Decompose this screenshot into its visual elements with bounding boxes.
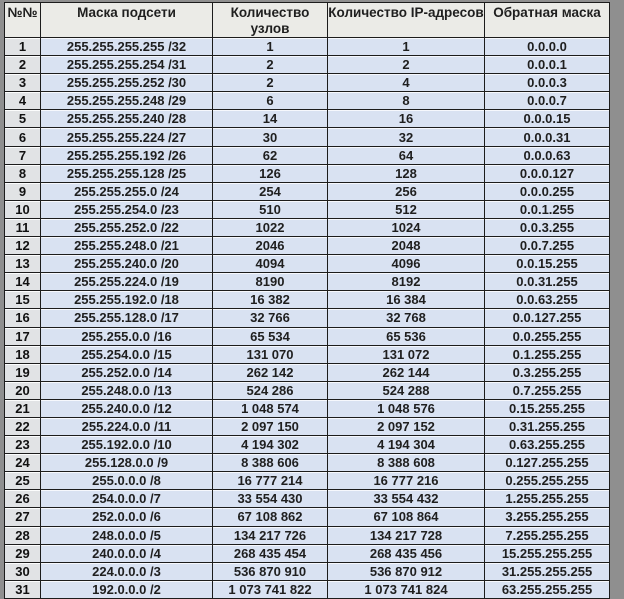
cell-row-number: 22	[5, 417, 41, 435]
cell-host-count: 62	[213, 146, 328, 164]
table-row	[5, 381, 610, 399]
cell-subnet-mask: 254.0.0.0 /7	[41, 490, 213, 508]
header-row	[5, 3, 610, 38]
cell-subnet-mask: 255.255.192.0 /18	[41, 291, 213, 309]
cell-subnet-mask: 255.254.0.0 /15	[41, 345, 213, 363]
table-row	[5, 38, 610, 56]
cell-host-count: 1 073 741 822	[213, 580, 328, 598]
cell-row-number: 29	[5, 544, 41, 562]
cell-host-count: 32 766	[213, 309, 328, 327]
cell-host-count: 1022	[213, 218, 328, 236]
cell-host-count: 67 108 862	[213, 508, 328, 526]
cell-wildcard-mask: 0.0.7.255	[485, 237, 610, 255]
cell-host-count: 524 286	[213, 381, 328, 399]
cell-subnet-mask: 255.192.0.0 /10	[41, 436, 213, 454]
cell-row-number: 10	[5, 200, 41, 218]
cell-wildcard-mask: 0.0.0.255	[485, 182, 610, 200]
table-row	[5, 92, 610, 110]
cell-wildcard-mask: 0.0.0.127	[485, 164, 610, 182]
cell-row-number: 14	[5, 273, 41, 291]
table-row	[5, 526, 610, 544]
cell-ip-count: 131 072	[328, 345, 485, 363]
table-row	[5, 472, 610, 490]
header-row-number: №№	[5, 3, 41, 38]
cell-host-count: 126	[213, 164, 328, 182]
cell-row-number: 9	[5, 182, 41, 200]
cell-host-count: 1 048 574	[213, 399, 328, 417]
table-row	[5, 309, 610, 327]
cell-subnet-mask: 255.240.0.0 /12	[41, 399, 213, 417]
cell-subnet-mask: 248.0.0.0 /5	[41, 526, 213, 544]
cell-subnet-mask: 255.255.255.255 /32	[41, 38, 213, 56]
table-row	[5, 363, 610, 381]
table-row	[5, 345, 610, 363]
cell-ip-count: 8192	[328, 273, 485, 291]
cell-row-number: 1	[5, 38, 41, 56]
table-row	[5, 291, 610, 309]
cell-host-count: 16 777 214	[213, 472, 328, 490]
cell-wildcard-mask: 0.255.255.255	[485, 472, 610, 490]
table-row	[5, 218, 610, 236]
header-subnet-mask: Маска подсети	[41, 3, 213, 38]
cell-ip-count: 65 536	[328, 327, 485, 345]
table-row	[5, 56, 610, 74]
table-row	[5, 273, 610, 291]
cell-wildcard-mask: 0.3.255.255	[485, 363, 610, 381]
cell-ip-count: 524 288	[328, 381, 485, 399]
cell-row-number: 2	[5, 56, 41, 74]
cell-host-count: 134 217 726	[213, 526, 328, 544]
cell-row-number: 24	[5, 454, 41, 472]
cell-subnet-mask: 255.255.255.0 /24	[41, 182, 213, 200]
table-row	[5, 508, 610, 526]
cell-wildcard-mask: 1.255.255.255	[485, 490, 610, 508]
cell-row-number: 28	[5, 526, 41, 544]
table-row	[5, 417, 610, 435]
cell-subnet-mask: 255.0.0.0 /8	[41, 472, 213, 490]
cell-wildcard-mask: 0.0.0.7	[485, 92, 610, 110]
cell-row-number: 7	[5, 146, 41, 164]
cell-ip-count: 128	[328, 164, 485, 182]
cell-ip-count: 2048	[328, 237, 485, 255]
cell-host-count: 254	[213, 182, 328, 200]
cell-wildcard-mask: 3.255.255.255	[485, 508, 610, 526]
cell-ip-count: 268 435 456	[328, 544, 485, 562]
cell-wildcard-mask: 0.0.127.255	[485, 309, 610, 327]
cell-subnet-mask: 255.255.255.128 /25	[41, 164, 213, 182]
cell-host-count: 2 097 150	[213, 417, 328, 435]
table-row	[5, 110, 610, 128]
cell-wildcard-mask: 0.0.0.0	[485, 38, 610, 56]
cell-wildcard-mask: 0.15.255.255	[485, 399, 610, 417]
subnet-mask-table	[4, 2, 610, 599]
cell-wildcard-mask: 0.0.0.31	[485, 128, 610, 146]
cell-row-number: 20	[5, 381, 41, 399]
table-row	[5, 164, 610, 182]
cell-wildcard-mask: 0.0.0.15	[485, 110, 610, 128]
table-row	[5, 128, 610, 146]
table-header	[5, 3, 610, 38]
cell-subnet-mask: 255.255.254.0 /23	[41, 200, 213, 218]
cell-ip-count: 67 108 864	[328, 508, 485, 526]
table-row	[5, 436, 610, 454]
table-row	[5, 237, 610, 255]
cell-ip-count: 16 384	[328, 291, 485, 309]
cell-ip-count: 1024	[328, 218, 485, 236]
cell-ip-count: 64	[328, 146, 485, 164]
cell-host-count: 30	[213, 128, 328, 146]
cell-host-count: 14	[213, 110, 328, 128]
table-row	[5, 327, 610, 345]
table-row	[5, 182, 610, 200]
cell-host-count: 4094	[213, 255, 328, 273]
cell-wildcard-mask: 0.0.63.255	[485, 291, 610, 309]
cell-ip-count: 1	[328, 38, 485, 56]
cell-subnet-mask: 255.255.252.0 /22	[41, 218, 213, 236]
cell-row-number: 25	[5, 472, 41, 490]
cell-host-count: 33 554 430	[213, 490, 328, 508]
table-row	[5, 490, 610, 508]
cell-row-number: 30	[5, 562, 41, 580]
cell-host-count: 8190	[213, 273, 328, 291]
cell-wildcard-mask: 0.31.255.255	[485, 417, 610, 435]
cell-row-number: 3	[5, 74, 41, 92]
cell-wildcard-mask: 0.7.255.255	[485, 381, 610, 399]
cell-host-count: 6	[213, 92, 328, 110]
cell-row-number: 5	[5, 110, 41, 128]
cell-ip-count: 32 768	[328, 309, 485, 327]
header-wildcard-mask: Обратная маска	[485, 3, 610, 38]
table-row	[5, 146, 610, 164]
table-body	[5, 38, 610, 599]
cell-row-number: 19	[5, 363, 41, 381]
cell-row-number: 11	[5, 218, 41, 236]
cell-wildcard-mask: 0.63.255.255	[485, 436, 610, 454]
cell-host-count: 268 435 454	[213, 544, 328, 562]
cell-host-count: 536 870 910	[213, 562, 328, 580]
cell-wildcard-mask: 0.0.3.255	[485, 218, 610, 236]
cell-ip-count: 33 554 432	[328, 490, 485, 508]
cell-ip-count: 536 870 912	[328, 562, 485, 580]
cell-host-count: 4 194 302	[213, 436, 328, 454]
cell-ip-count: 134 217 728	[328, 526, 485, 544]
cell-wildcard-mask: 0.0.255.255	[485, 327, 610, 345]
cell-ip-count: 16	[328, 110, 485, 128]
cell-host-count: 2	[213, 56, 328, 74]
cell-wildcard-mask: 0.0.15.255	[485, 255, 610, 273]
header-host-count: Количество узлов	[213, 3, 328, 38]
cell-ip-count: 1 048 576	[328, 399, 485, 417]
cell-subnet-mask: 255.224.0.0 /11	[41, 417, 213, 435]
cell-wildcard-mask: 31.255.255.255	[485, 562, 610, 580]
cell-subnet-mask: 255.255.255.248 /29	[41, 92, 213, 110]
cell-row-number: 12	[5, 237, 41, 255]
table-row	[5, 399, 610, 417]
cell-subnet-mask: 255.255.240.0 /20	[41, 255, 213, 273]
cell-wildcard-mask: 15.255.255.255	[485, 544, 610, 562]
cell-row-number: 23	[5, 436, 41, 454]
cell-wildcard-mask: 0.0.0.1	[485, 56, 610, 74]
cell-ip-count: 262 144	[328, 363, 485, 381]
table-row	[5, 200, 610, 218]
cell-subnet-mask: 255.255.255.240 /28	[41, 110, 213, 128]
cell-ip-count: 2	[328, 56, 485, 74]
cell-subnet-mask: 255.255.248.0 /21	[41, 237, 213, 255]
cell-host-count: 16 382	[213, 291, 328, 309]
cell-ip-count: 2 097 152	[328, 417, 485, 435]
cell-row-number: 27	[5, 508, 41, 526]
cell-ip-count: 1 073 741 824	[328, 580, 485, 598]
cell-wildcard-mask: 0.127.255.255	[485, 454, 610, 472]
cell-row-number: 31	[5, 580, 41, 598]
table-row	[5, 74, 610, 92]
cell-host-count: 2	[213, 74, 328, 92]
table-row	[5, 255, 610, 273]
cell-subnet-mask: 224.0.0.0 /3	[41, 562, 213, 580]
cell-subnet-mask: 255.255.128.0 /17	[41, 309, 213, 327]
cell-subnet-mask: 255.255.255.254 /31	[41, 56, 213, 74]
cell-row-number: 18	[5, 345, 41, 363]
cell-subnet-mask: 240.0.0.0 /4	[41, 544, 213, 562]
cell-ip-count: 512	[328, 200, 485, 218]
cell-ip-count: 4096	[328, 255, 485, 273]
cell-subnet-mask: 255.255.255.192 /26	[41, 146, 213, 164]
header-ip-count: Количество IP-адресов	[328, 3, 485, 38]
table-row	[5, 544, 610, 562]
cell-host-count: 262 142	[213, 363, 328, 381]
table-row	[5, 454, 610, 472]
cell-row-number: 16	[5, 309, 41, 327]
cell-host-count: 65 534	[213, 327, 328, 345]
cell-ip-count: 8 388 608	[328, 454, 485, 472]
cell-row-number: 6	[5, 128, 41, 146]
cell-ip-count: 8	[328, 92, 485, 110]
cell-subnet-mask: 255.128.0.0 /9	[41, 454, 213, 472]
cell-ip-count: 32	[328, 128, 485, 146]
cell-subnet-mask: 255.255.0.0 /16	[41, 327, 213, 345]
cell-row-number: 21	[5, 399, 41, 417]
cell-host-count: 131 070	[213, 345, 328, 363]
cell-wildcard-mask: 0.0.0.3	[485, 74, 610, 92]
cell-subnet-mask: 255.255.224.0 /19	[41, 273, 213, 291]
cell-wildcard-mask: 0.1.255.255	[485, 345, 610, 363]
cell-subnet-mask: 255.252.0.0 /14	[41, 363, 213, 381]
cell-row-number: 4	[5, 92, 41, 110]
cell-row-number: 17	[5, 327, 41, 345]
cell-ip-count: 16 777 216	[328, 472, 485, 490]
subnet-table-container	[4, 2, 610, 599]
cell-subnet-mask: 255.255.255.252 /30	[41, 74, 213, 92]
cell-row-number: 13	[5, 255, 41, 273]
cell-ip-count: 4	[328, 74, 485, 92]
cell-ip-count: 4 194 304	[328, 436, 485, 454]
cell-subnet-mask: 192.0.0.0 /2	[41, 580, 213, 598]
cell-host-count: 2046	[213, 237, 328, 255]
cell-row-number: 26	[5, 490, 41, 508]
cell-row-number: 15	[5, 291, 41, 309]
cell-host-count: 1	[213, 38, 328, 56]
cell-row-number: 8	[5, 164, 41, 182]
cell-wildcard-mask: 0.0.31.255	[485, 273, 610, 291]
cell-host-count: 510	[213, 200, 328, 218]
table-row	[5, 580, 610, 598]
cell-wildcard-mask: 0.0.1.255	[485, 200, 610, 218]
cell-subnet-mask: 252.0.0.0 /6	[41, 508, 213, 526]
cell-host-count: 8 388 606	[213, 454, 328, 472]
cell-wildcard-mask: 63.255.255.255	[485, 580, 610, 598]
cell-subnet-mask: 255.248.0.0 /13	[41, 381, 213, 399]
cell-wildcard-mask: 7.255.255.255	[485, 526, 610, 544]
table-row	[5, 562, 610, 580]
cell-ip-count: 256	[328, 182, 485, 200]
cell-subnet-mask: 255.255.255.224 /27	[41, 128, 213, 146]
cell-wildcard-mask: 0.0.0.63	[485, 146, 610, 164]
